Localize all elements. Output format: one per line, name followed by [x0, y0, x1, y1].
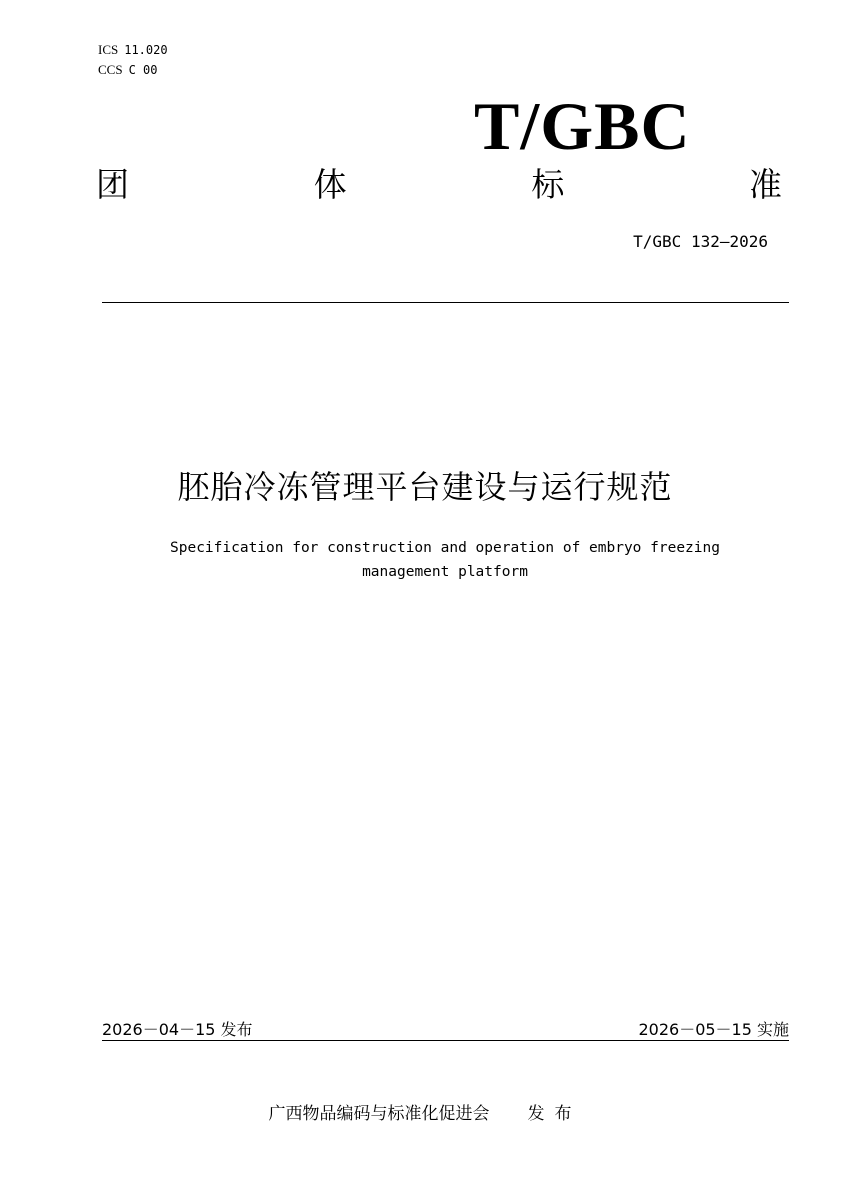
- standard-type-char: 团: [96, 165, 129, 204]
- top-divider: [102, 302, 789, 303]
- title-english-line: management platform: [362, 564, 528, 580]
- ics-line: [98, 40, 168, 60]
- publisher-name: 广西物品编码与标准化促进会: [268, 1104, 490, 1124]
- issue-date: 2026－04－15 发布: [102, 1020, 253, 1039]
- standard-type-heading: [96, 160, 782, 210]
- publish-label: 发布: [527, 1104, 582, 1124]
- title-english-line: Specification for construction and operation of embryo freezing: [170, 540, 720, 556]
- classification-codes: [98, 40, 168, 80]
- publisher-line: [0, 1099, 850, 1124]
- standard-type-char: 体: [313, 165, 347, 204]
- implementation-date: 2026－05－15 实施: [638, 1020, 789, 1039]
- bottom-divider: [102, 1040, 789, 1041]
- standard-logo: T/GBC: [474, 88, 691, 164]
- title-chinese: 胚胎冷冻管理平台建设与运行规范: [177, 468, 673, 506]
- standard-type-char: 准: [748, 165, 782, 204]
- ics-code: 11.020: [124, 43, 168, 57]
- standard-number: T/GBC 132—2026: [633, 232, 768, 251]
- ccs-line: [98, 60, 168, 80]
- title-english: [110, 536, 780, 584]
- standard-type-char: 标: [531, 165, 565, 204]
- ics-label: ICS: [98, 42, 119, 57]
- ccs-label: CCS: [98, 62, 123, 77]
- dates-row: [102, 1017, 789, 1040]
- ccs-code: C 00: [128, 63, 158, 77]
